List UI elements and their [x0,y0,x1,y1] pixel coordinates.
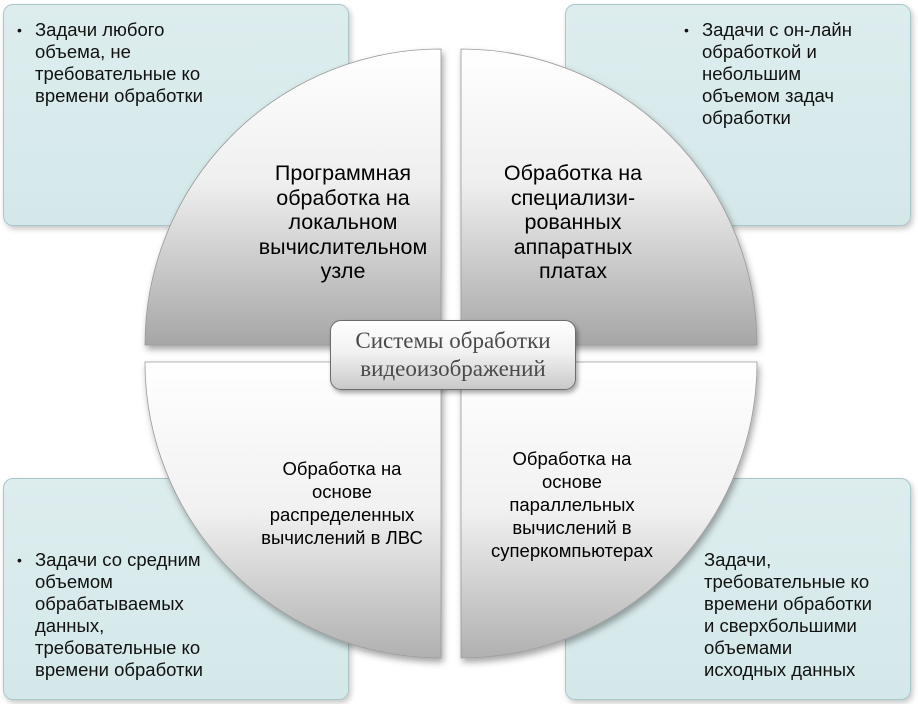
note-line: времени обработки [35,85,203,106]
note-line: объемами [704,637,793,658]
label-line: специализи- [510,185,636,210]
note-line: Задачи с он-лайн [702,19,852,40]
label-line: Программная [274,161,412,185]
center-title-line: Системы обработки [355,328,551,353]
label-line: Обработка на [282,458,402,479]
note-line: требовательные ко [704,571,870,592]
label-line: локальном [288,210,398,234]
note-line: обработкой и [702,41,817,62]
center-title-box [330,320,576,390]
note-line: Задачи любого [35,19,165,40]
label-line: основе [542,471,602,492]
quadrant-label-top-right [478,161,668,284]
label-line: вычислительном [258,234,428,259]
note-line: объемом задач [702,85,835,106]
quadrant-label-top-left [248,161,438,284]
note-line: обработки [702,107,791,128]
quadrant-label-bottom-left [244,457,440,549]
note-line: времени обработки [704,593,872,614]
label-line: аппаратных [513,234,633,259]
note-line: Задачи со средним [35,549,201,570]
note-line: Задачи, [704,549,772,570]
label-line: распределенных [269,504,415,525]
note-line: объемом [35,571,113,592]
center-title-line: видеоизображений [360,356,546,381]
note-line: и сверхбольшими [704,615,857,636]
label-line: суперкомпьютерах [491,540,653,561]
note-line: исходных данных [704,659,856,680]
label-line: обработка на [276,185,410,210]
note-line: обрабатываемых [35,593,184,614]
note-line: требовательные ко [35,63,201,84]
label-line: рованных [524,210,622,234]
label-line: вычислений в ЛВС [261,527,423,548]
note-line: объема, не [35,41,131,62]
label-line: Обработка на [503,161,643,185]
note-line: требовательные ко [35,637,201,658]
quadrant-label-bottom-right [472,447,672,562]
label-line: узле [320,259,366,283]
label-line: платах [539,259,607,283]
label-line: вычислений в [512,517,632,538]
label-line: Обработка на [512,448,632,469]
note-line: времени обработки [35,659,203,680]
note-line: небольшим [702,63,802,84]
label-line: параллельных [509,494,635,515]
note-line: данных, [35,615,105,636]
label-line: основе [312,481,372,502]
